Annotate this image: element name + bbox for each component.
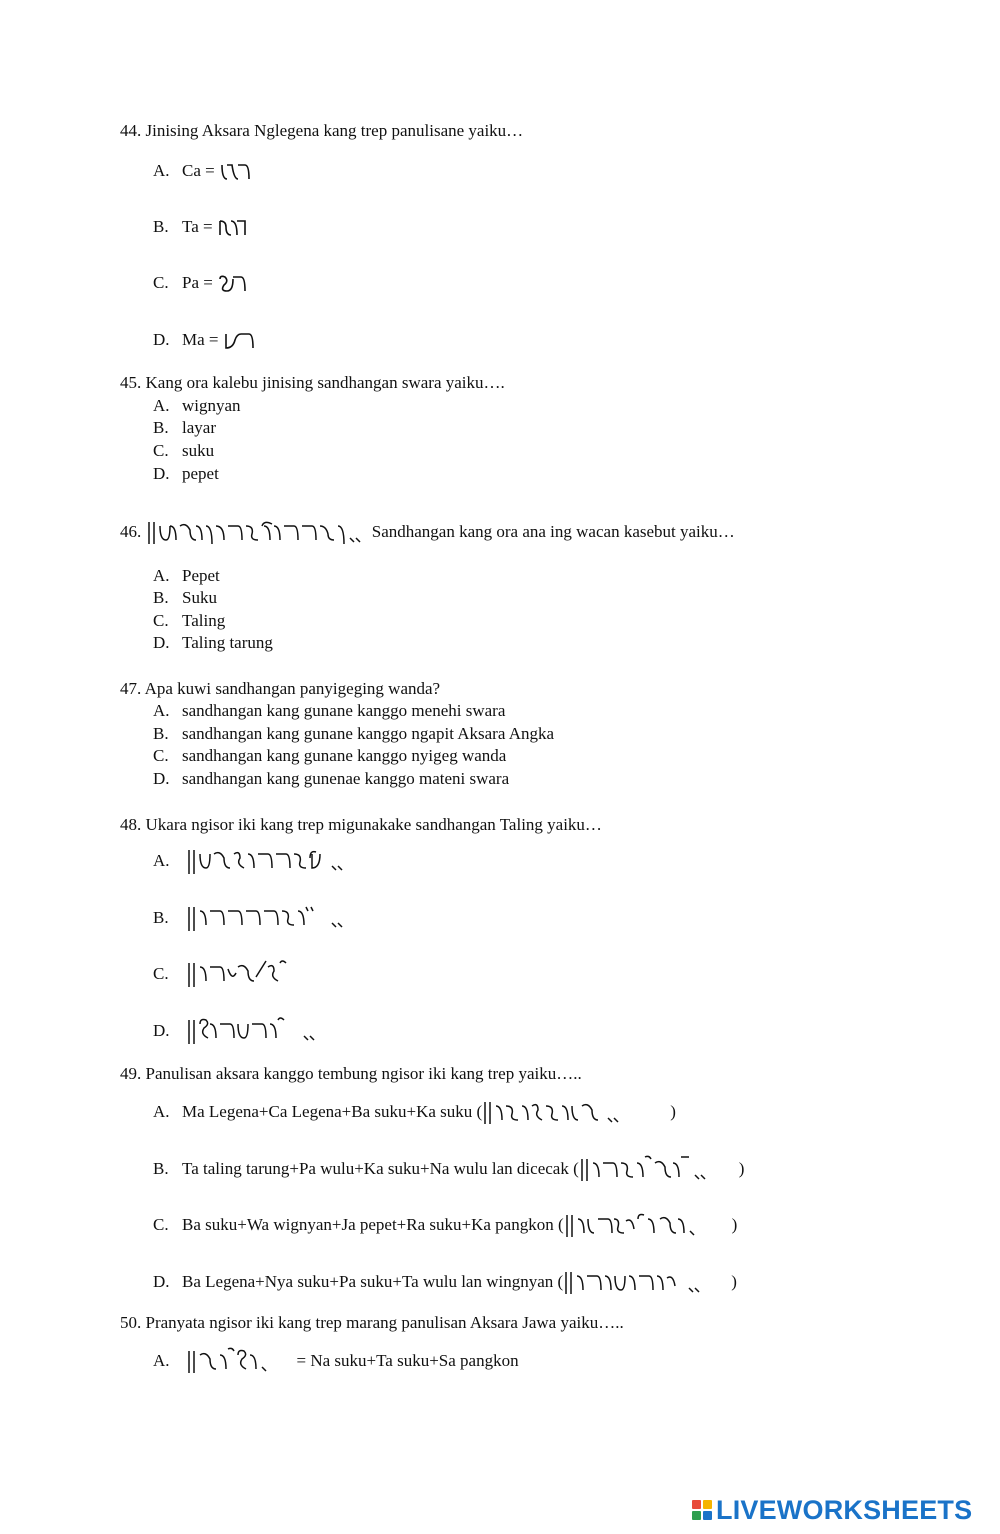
q44-option-c[interactable]: C. Pa = [153, 272, 251, 295]
q44-option-b[interactable]: B. Ta = [153, 216, 251, 239]
javanese-script-image [217, 217, 251, 239]
brand-name: LIVEWORKSHEETS [716, 1494, 973, 1525]
question-44: 44. Jinising Aksara Nglegena kang trep panulisane yaiku… [120, 121, 524, 140]
javanese-script-image [146, 518, 368, 548]
javanese-script-image [186, 846, 366, 878]
javanese-script-image [186, 903, 366, 935]
javanese-script-image [219, 161, 253, 183]
q49-option-b[interactable]: B. Ta taling tarung+Pa wulu+Ka suku+Na wulu lan dicecak ( ) [153, 1155, 744, 1185]
question-50: 50. Pranyata ngisor iki kang trep marang panulisan Aksara Jawa yaiku….. [120, 1313, 624, 1332]
q45-option-b[interactable]: B. layar [153, 418, 216, 437]
q49-option-d[interactable]: D. Ba Legena+Nya suku+Pa suku+Ta wulu lan wingnyan ( ) [153, 1268, 737, 1298]
q46-option-b[interactable]: B. Suku [153, 588, 217, 607]
question-47: 47. Apa kuwi sandhangan panyigeging wanda? [120, 679, 441, 698]
javanese-script-image [223, 330, 257, 352]
javanese-script-image [186, 1016, 366, 1048]
javanese-script-image [563, 1268, 731, 1298]
q50-option-a[interactable]: A. = Na suku+Ta suku+Sa pangkon [153, 1347, 519, 1377]
q47-option-a[interactable]: A. sandhangan kang gunane kanggo menehi swara [153, 701, 506, 720]
javanese-script-image [186, 1347, 292, 1377]
q48-option-b[interactable]: B. [153, 903, 366, 935]
q46-option-c[interactable]: C. Taling [153, 611, 226, 630]
question-48: 48. Ukara ngisor iki kang trep migunakake sandhangan Taling yaiku… [120, 815, 602, 834]
q44-option-d[interactable]: D. Ma = [153, 329, 257, 352]
q47-option-c[interactable]: C. sandhangan kang gunane kanggo nyigeg wanda [153, 746, 507, 765]
javanese-script-image [482, 1098, 670, 1128]
q48-option-c[interactable]: C. [153, 959, 366, 991]
q47-option-b[interactable]: B. sandhangan kang gunane kanggo ngapit Aksara Angka [153, 724, 555, 743]
q49-option-c[interactable]: C. Ba suku+Wa wignyan+Ja pepet+Ra suku+Ka pangkon ( ) [153, 1211, 737, 1241]
question-45: 45. Kang ora kalebu jinising sandhangan swara yaiku…. [120, 373, 505, 392]
javanese-script-image [186, 959, 366, 991]
q49-option-a[interactable]: A. Ma Legena+Ca Legena+Ba suku+Ka suku ( ) [153, 1098, 676, 1128]
q46-option-d[interactable]: D. Taling tarung [153, 633, 273, 652]
javanese-script-image [579, 1155, 739, 1185]
q45-option-a[interactable]: A. wignyan [153, 396, 241, 415]
q44-option-a[interactable]: A. Ca = [153, 160, 253, 183]
q45-option-c[interactable]: C. suku [153, 441, 215, 460]
q47-option-d[interactable]: D. sandhangan kang gunenae kanggo mateni swara [153, 769, 510, 788]
logo-mark-icon [692, 1500, 712, 1520]
q48-option-a[interactable]: A. [153, 846, 366, 878]
javanese-script-image [217, 273, 251, 295]
javanese-script-image [564, 1211, 732, 1241]
liveworksheets-logo [692, 1494, 972, 1526]
q46-option-a[interactable]: A. Pepet [153, 566, 220, 585]
q45-option-d[interactable]: D. pepet [153, 464, 219, 483]
q48-option-d[interactable]: D. [153, 1016, 366, 1048]
question-49: 49. Panulisan aksara kanggo tembung ngisor iki kang trep yaiku….. [120, 1064, 582, 1083]
question-46: 46. Sandhangan kang ora ana ing wacan kasebut yaiku… [120, 518, 735, 548]
